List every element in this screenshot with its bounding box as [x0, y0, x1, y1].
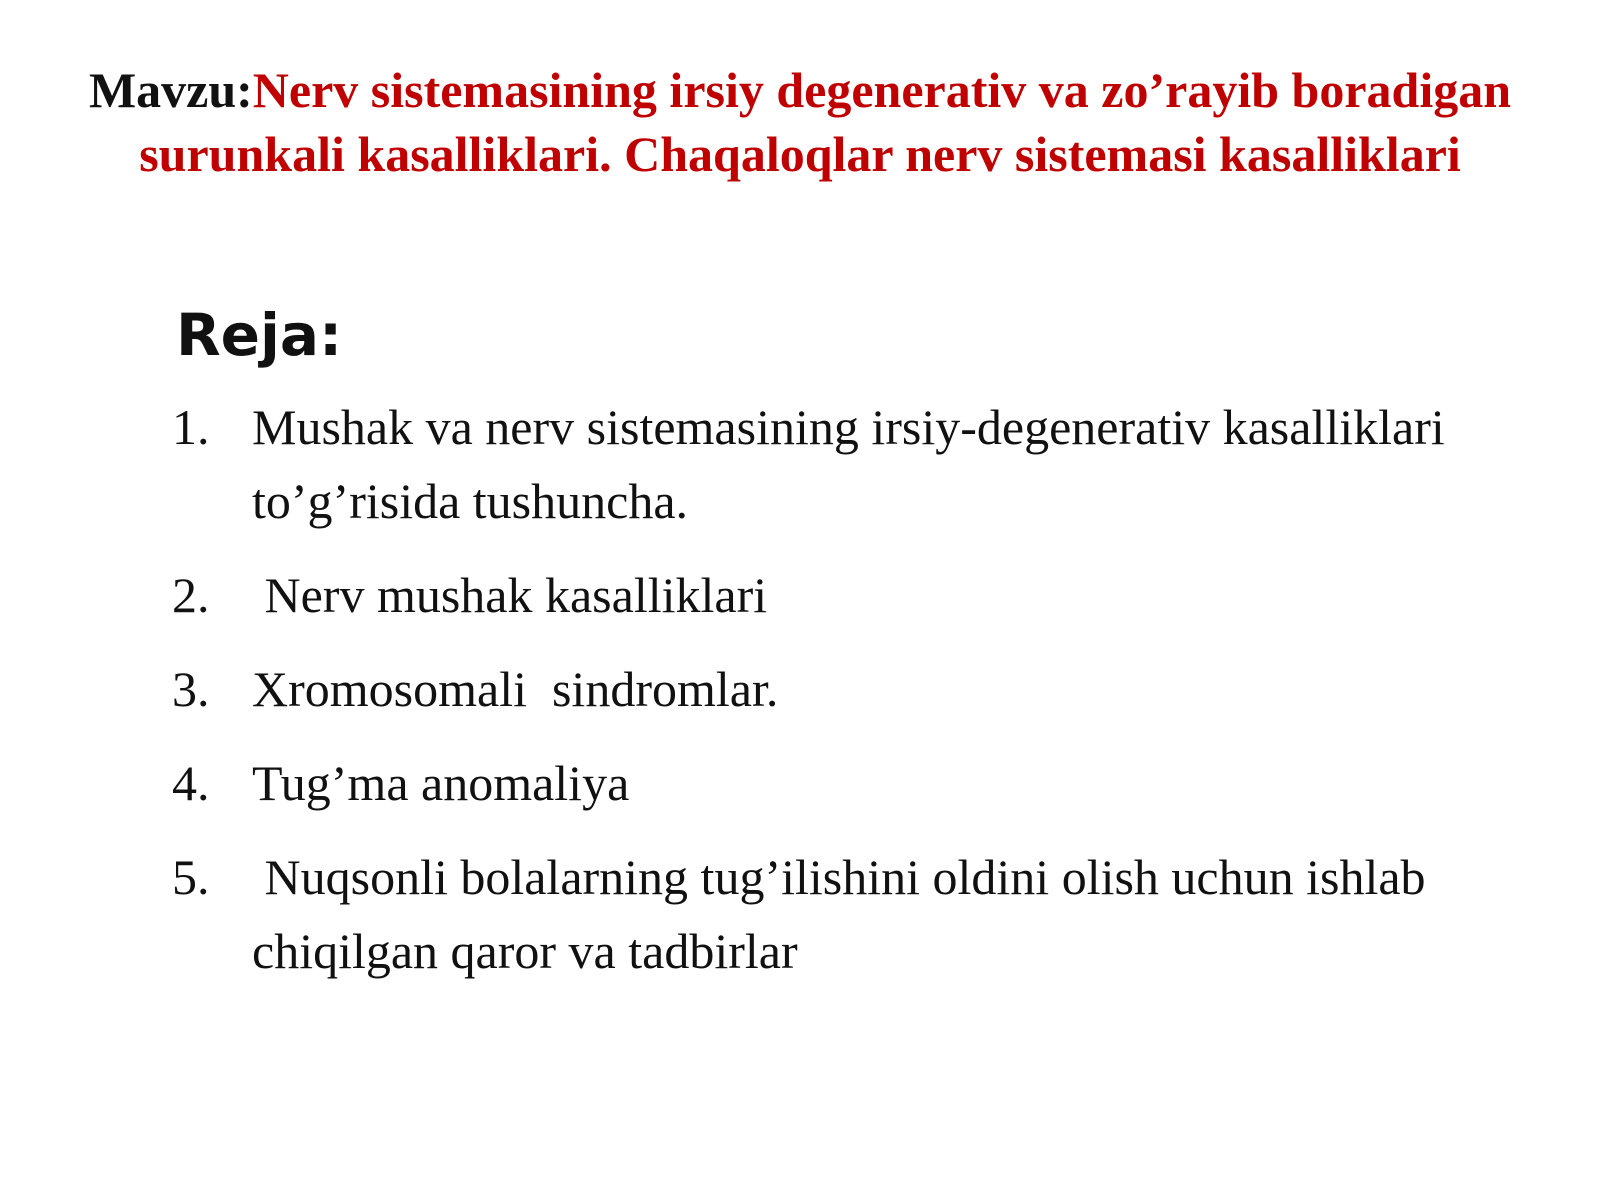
plan-item-number: 1.	[172, 399, 210, 455]
plan-item-5	[172, 840, 1472, 988]
slide-title	[80, 58, 1520, 186]
plan-item-2	[172, 558, 1472, 632]
plan-list	[172, 390, 1472, 1008]
plan-item-number: 2.	[172, 567, 210, 623]
title-prefix: Mavzu:	[88, 62, 253, 118]
plan-item-4	[172, 746, 1472, 820]
plan-item-1	[172, 390, 1472, 538]
plan-item-text: Tug’ma anomaliya	[252, 755, 630, 811]
plan-item-text: Mushak va nerv sistemasining irsiy-degenerativ kasalliklari to’g’risida tushuncha.	[252, 399, 1458, 529]
plan-item-number: 5.	[172, 849, 210, 905]
plan-item-text: Nuqsonli bolalarning tug’ilishini oldini olish uchun ishlab chiqilgan qaror va tadbirlar	[252, 849, 1439, 979]
plan-item-text: Xromosomali sindromlar.	[252, 661, 779, 717]
plan-item-3	[172, 652, 1472, 726]
title-main: Nerv sistemasining irsiy degenerativ va zo’rayib boradigan surunkali kasalliklari. Chaqaloqlar nerv sistemasi kasalliklari	[139, 62, 1512, 182]
plan-heading: Reja:	[176, 301, 343, 369]
plan-item-text: Nerv mushak kasalliklari	[252, 567, 768, 623]
plan-item-number: 4.	[172, 755, 210, 811]
plan-item-number: 3.	[172, 661, 210, 717]
